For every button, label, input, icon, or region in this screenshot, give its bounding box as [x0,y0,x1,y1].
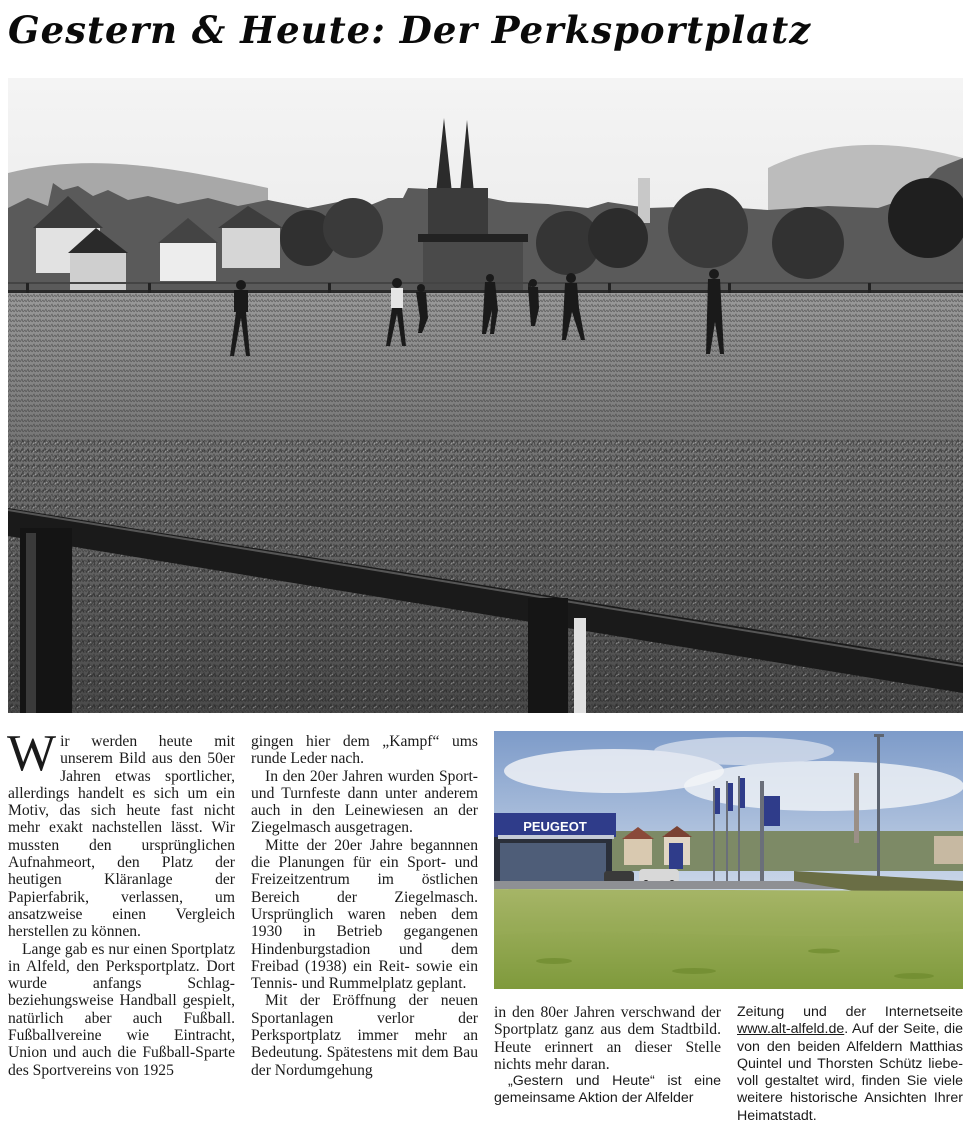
headline: Gestern & Heute: Der Perksportplatz [8,8,812,52]
article-paragraph: Mit der Eröffnung der neuen Sportanlagen verlor der Perksportplatz immer mehr an Bedeutung. Spätestens mit dem Bau der Nordumgehung [251,992,478,1079]
historical-photo [8,78,963,713]
article-paragraph: gingen hier dem „Kampf“ ums runde Leder nach. [251,733,478,768]
paragraph-text: ir werden heute mit unserem Bild aus den 50er Jahren etwas sportlicher, allerdings handelt es sich um ein Motiv, das sich heute fast nicht mehr exakt nachstellen lässt. Wir mussten den ursprünglichen Aufnahmeort, den Platz der heutigen Kläranlage der Papierfabrik, verlassen, um ansatzweise einen Vergleich herstellen zu können. [8,733,235,941]
article-paragraph [737,1004,963,1125]
paragraph-text: . Auf der Seite, die von den beiden Alfeldern Matthias Quintel und Thorsten Schütz liebevoll gestaltet wird, finden Sie viele weitere historische Ansichten Ihrer Heimatstadt. [737,1021,963,1124]
article-paragraph: in den 80er Jahren verschwand der Sportplatz ganz aus dem Stadtbild. Heute erinnert an dieser Stelle nichts mehr daran. [494,1004,721,1073]
article-paragraph: Mitte der 20er Jahre begannnen die Planungen für ein Sport- und Freizeitzentrum im östlichen Bereich der Ziegelmasch. Ursprünglich waren neben dem 1930 in Betrieb gegangenen Hindenburgstadion und dem Freibad (1938) ein Reit- sowie ein Tennis- und Rummelplatz geplant. [251,836,478,993]
article-column-2 [251,733,478,1133]
drop-cap: W [7,725,57,782]
article-paragraph [7,725,235,941]
article-column-4 [737,1004,963,1134]
article-column-1 [7,725,235,1133]
article-column-3 [494,1004,721,1134]
website-link[interactable]: www.alt-alfeld.de [737,1021,845,1038]
paragraph-text: Zeitung und der Internetseite [737,1004,963,1020]
article-paragraph: In den 20er Jahren wurden Sport- und Turnfeste dann unter anderem auch in den Leinewiesen an der Ziegelmasch ausgetragen. [251,767,478,837]
article-paragraph: „Gestern und Heute“ ist eine gemeinsame Aktion der Alfelder [494,1073,721,1107]
peugeot-sign: PEUGEOT [523,819,587,834]
article-paragraph: Lange gab es nur einen Sportplatz in Alfeld, den Perksportplatz. Dort wurde anfangs Schlag- beziehungsweise Handball gespielt, natürlich aber auch Fußball. Fußballvereine wie Eintracht, Union und auch die Fußball-Sparte des Sportvereins von 1925 [8,940,235,1079]
today-photo [494,731,963,989]
